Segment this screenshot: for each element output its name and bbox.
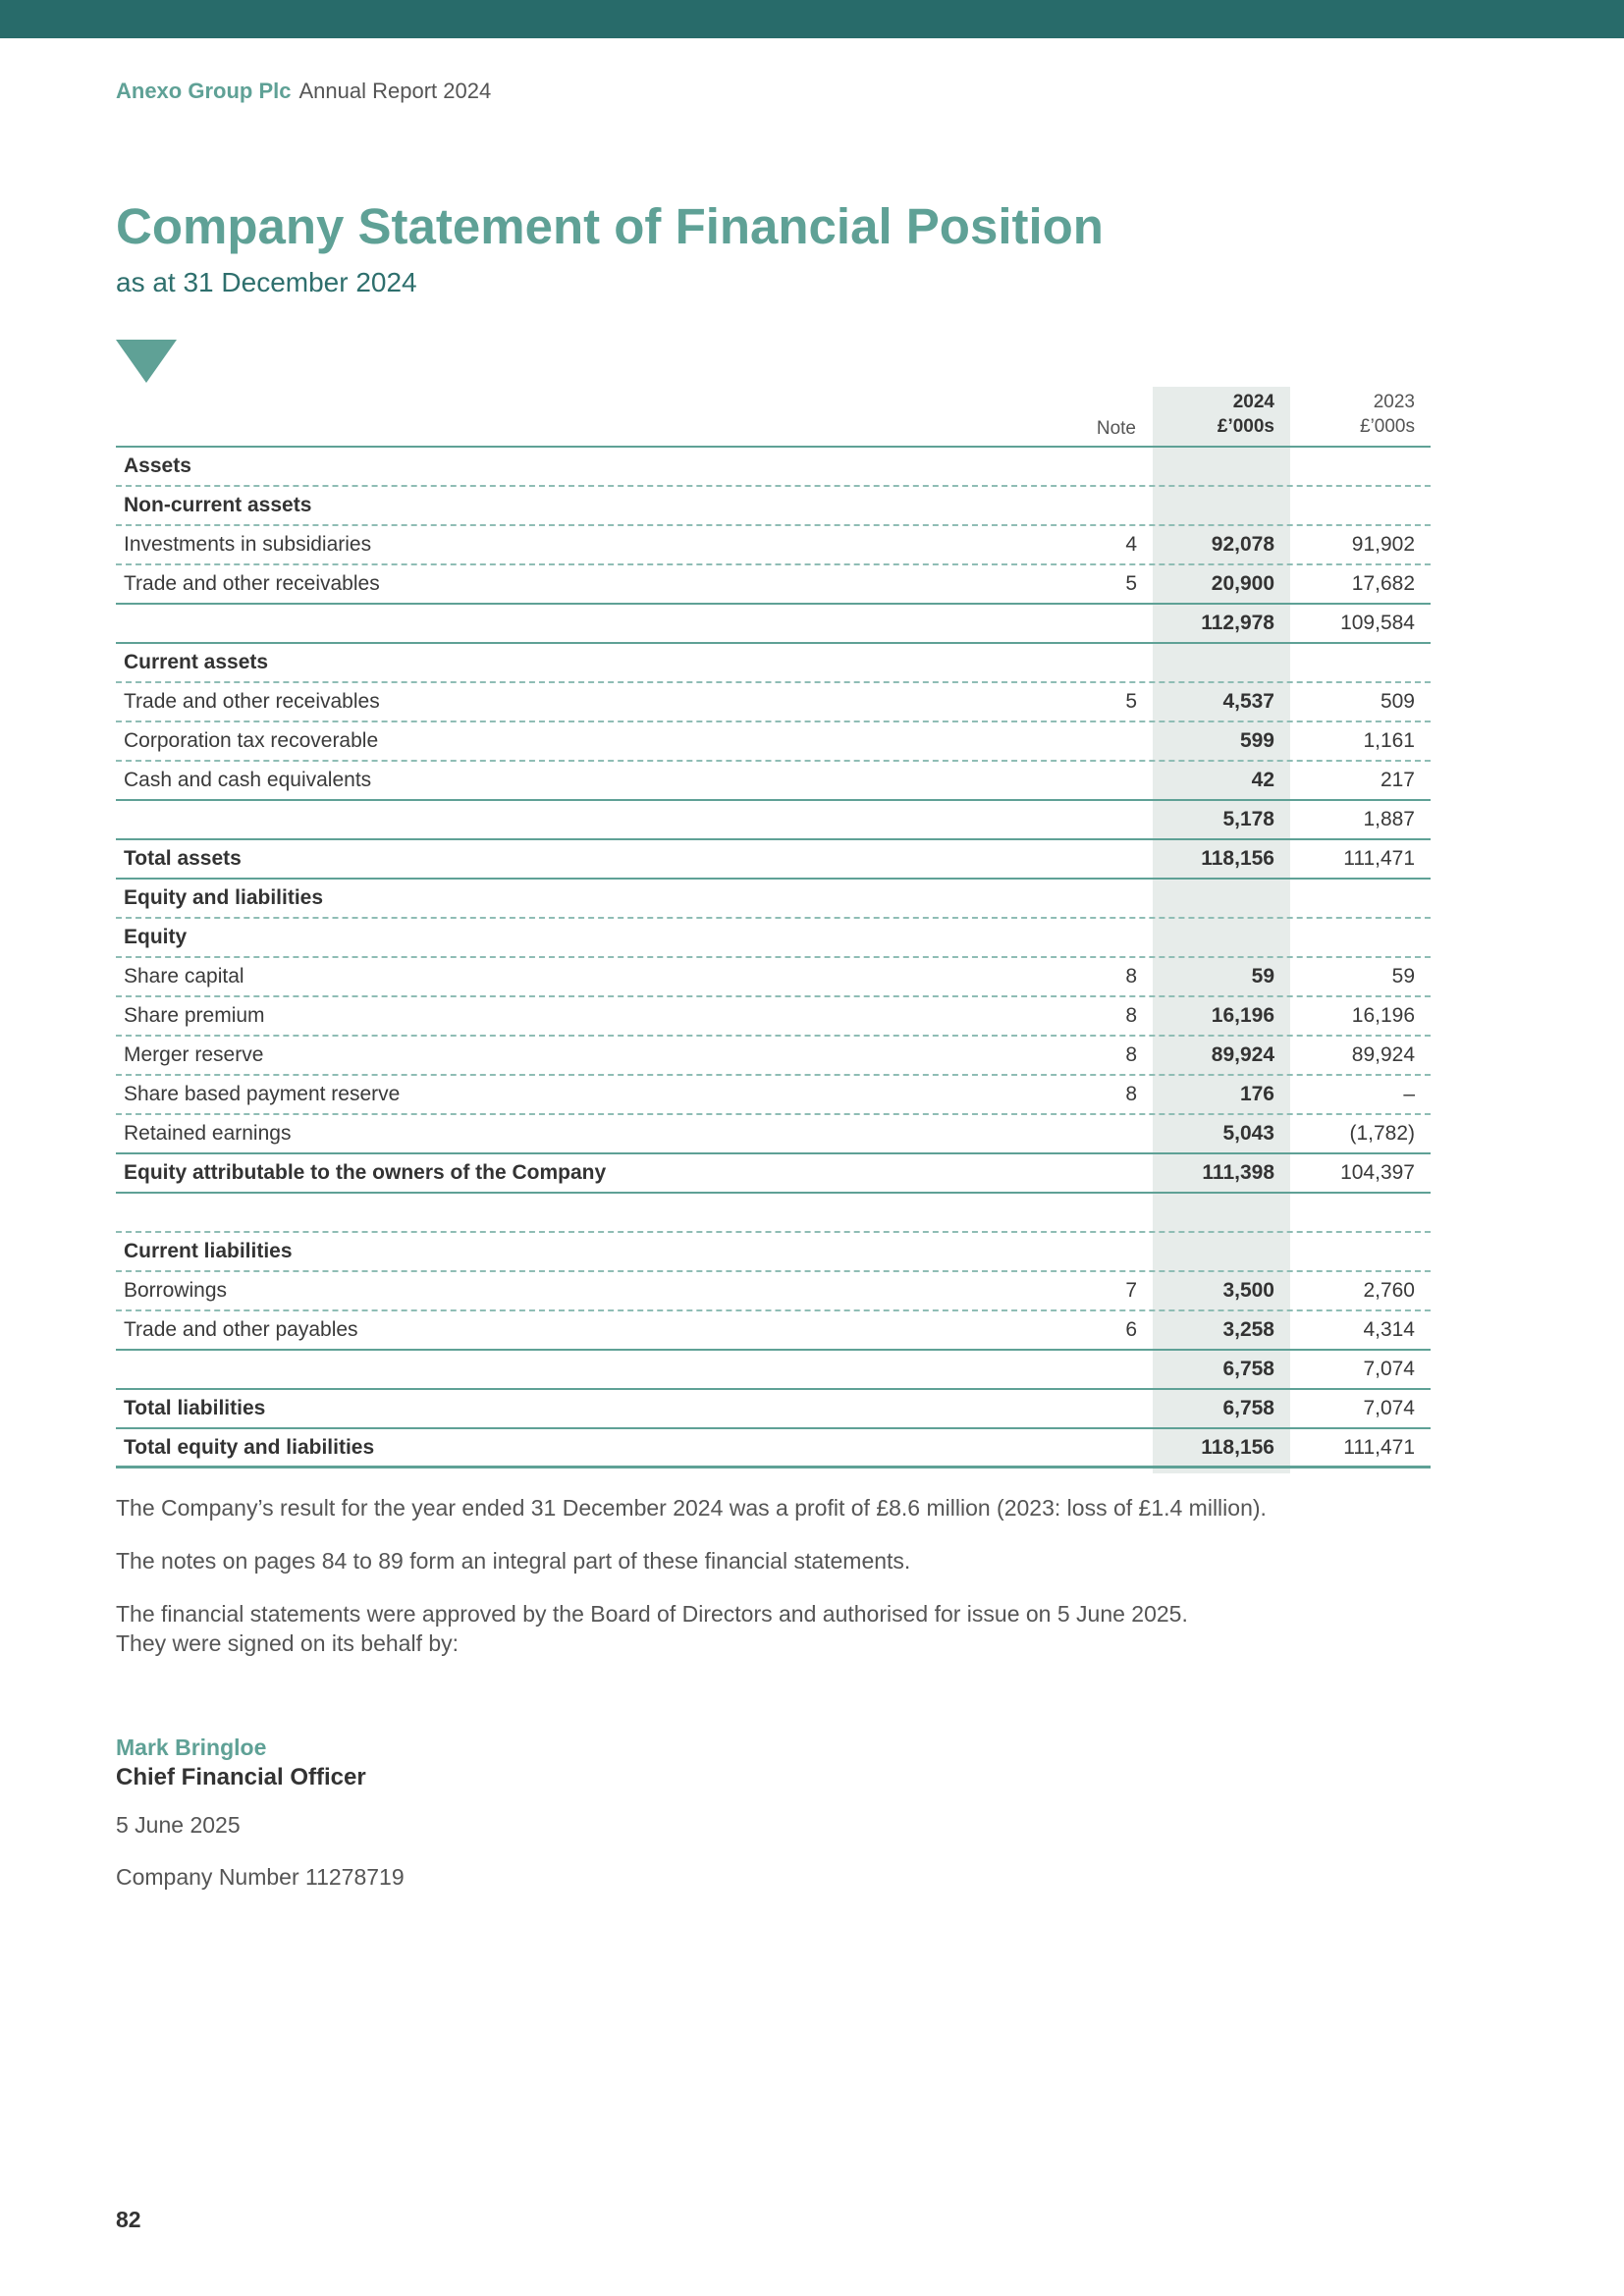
approval-line-1: The financial statements were approved by the Board of Directors and authorised for issue on 5 June 2025. bbox=[116, 1601, 1188, 1627]
page-number: 82 bbox=[116, 2207, 141, 2232]
row-value-2023: 1,887 bbox=[1363, 808, 1415, 830]
table-row bbox=[116, 644, 1431, 683]
row-note: 8 bbox=[1125, 1004, 1137, 1027]
header-report: Annual Report 2024 bbox=[298, 79, 492, 103]
row-label: Cash and cash equivalents bbox=[124, 769, 372, 791]
row-value-2024: 5,043 bbox=[1222, 1122, 1274, 1145]
row-value-2023: 109,584 bbox=[1340, 612, 1415, 634]
row-value-2023: 7,074 bbox=[1363, 1397, 1415, 1419]
table-row bbox=[116, 448, 1431, 487]
row-value-2023: 91,902 bbox=[1351, 533, 1415, 556]
row-note: 8 bbox=[1125, 965, 1137, 988]
row-value-2024: 4,537 bbox=[1222, 690, 1274, 713]
table-row bbox=[116, 722, 1431, 762]
column-header-2024-year: 2024 bbox=[1232, 391, 1274, 412]
row-value-2024: 59 bbox=[1251, 965, 1274, 988]
triangle-icon bbox=[116, 340, 177, 383]
row-value-2023: – bbox=[1403, 1083, 1415, 1105]
row-note: 7 bbox=[1125, 1279, 1137, 1302]
row-label: Share capital bbox=[124, 965, 244, 988]
row-value-2024: 599 bbox=[1239, 729, 1274, 752]
row-value-2023: 59 bbox=[1391, 965, 1415, 988]
table-row bbox=[116, 1037, 1431, 1076]
table-body bbox=[116, 448, 1431, 1468]
row-value-2024: 92,078 bbox=[1211, 533, 1274, 556]
table-row bbox=[116, 880, 1431, 919]
row-value-2024: 176 bbox=[1239, 1083, 1274, 1105]
table-row bbox=[116, 1272, 1431, 1311]
table-row bbox=[116, 605, 1431, 644]
row-label: Current liabilities bbox=[124, 1240, 293, 1262]
table-row bbox=[116, 487, 1431, 526]
row-value-2024: 118,156 bbox=[1201, 847, 1274, 870]
row-value-2024: 6,758 bbox=[1222, 1397, 1274, 1419]
row-label: Non-current assets bbox=[124, 494, 312, 516]
table-row bbox=[116, 526, 1431, 565]
approval-line-2: They were signed on its behalf by: bbox=[116, 1629, 460, 1656]
signature-date: 5 June 2025 bbox=[116, 1812, 241, 1838]
table-row bbox=[116, 1194, 1431, 1233]
column-header-note: Note bbox=[1096, 418, 1136, 439]
row-label: Total liabilities bbox=[124, 1397, 266, 1419]
row-value-2024: 3,258 bbox=[1222, 1318, 1274, 1341]
table-row bbox=[116, 1154, 1431, 1194]
row-label: Borrowings bbox=[124, 1279, 228, 1302]
row-value-2023: 111,471 bbox=[1343, 847, 1415, 870]
column-header-2023 bbox=[1290, 390, 1415, 440]
row-label: Equity attributable to the owners of the Company bbox=[124, 1161, 607, 1184]
row-label: Merger reserve bbox=[124, 1043, 264, 1066]
row-value-2023: 104,397 bbox=[1340, 1161, 1415, 1184]
table-row bbox=[116, 1429, 1431, 1468]
table-row bbox=[116, 840, 1431, 880]
table-row bbox=[116, 1233, 1431, 1272]
table-row bbox=[116, 1115, 1431, 1154]
row-value-2023: 16,196 bbox=[1351, 1004, 1415, 1027]
row-value-2023: 89,924 bbox=[1351, 1043, 1415, 1066]
row-label: Total equity and liabilities bbox=[124, 1435, 375, 1459]
row-value-2024: 118,156 bbox=[1201, 1435, 1274, 1459]
table-row bbox=[116, 1390, 1431, 1429]
row-value-2024: 112,978 bbox=[1201, 612, 1274, 634]
table-row bbox=[116, 683, 1431, 722]
table-row bbox=[116, 1311, 1431, 1351]
row-value-2024: 42 bbox=[1251, 769, 1274, 791]
row-value-2024: 6,758 bbox=[1222, 1358, 1274, 1380]
table-row bbox=[116, 997, 1431, 1037]
row-label: Retained earnings bbox=[124, 1122, 292, 1145]
row-label: Investments in subsidiaries bbox=[124, 533, 372, 556]
row-value-2023: 17,682 bbox=[1351, 572, 1415, 595]
row-value-2024: 5,178 bbox=[1222, 808, 1274, 830]
running-header bbox=[116, 79, 491, 104]
row-note: 8 bbox=[1125, 1083, 1137, 1105]
row-value-2023: 1,161 bbox=[1363, 729, 1415, 752]
page-title: Company Statement of Financial Position bbox=[116, 198, 1104, 254]
table-row bbox=[116, 1351, 1431, 1390]
row-label: Share premium bbox=[124, 1004, 265, 1027]
header-company: Anexo Group Plc bbox=[116, 79, 292, 103]
table-row bbox=[116, 1076, 1431, 1115]
row-value-2024: 111,398 bbox=[1202, 1161, 1274, 1184]
row-label: Corporation tax recoverable bbox=[124, 729, 379, 752]
row-value-2024: 16,196 bbox=[1211, 1004, 1274, 1027]
table-row bbox=[116, 919, 1431, 958]
row-note: 6 bbox=[1125, 1318, 1137, 1341]
row-note: 4 bbox=[1125, 533, 1137, 556]
row-label: Trade and other payables bbox=[124, 1318, 358, 1341]
row-label: Trade and other receivables bbox=[124, 572, 380, 595]
row-label: Total assets bbox=[124, 847, 242, 870]
row-value-2023: 217 bbox=[1380, 769, 1415, 791]
table-row bbox=[116, 801, 1431, 840]
row-value-2023: 4,314 bbox=[1363, 1318, 1415, 1341]
row-value-2024: 20,900 bbox=[1211, 572, 1274, 595]
approval-statement bbox=[116, 1600, 1471, 1659]
financial-position-table bbox=[116, 387, 1431, 1468]
company-number: Company Number 11278719 bbox=[116, 1864, 405, 1890]
signatory-name: Mark Bringloe bbox=[116, 1735, 267, 1760]
row-label: Assets bbox=[124, 454, 191, 477]
column-header-2024 bbox=[1153, 390, 1274, 440]
table-row bbox=[116, 958, 1431, 997]
row-label: Trade and other receivables bbox=[124, 690, 380, 713]
row-value-2024: 3,500 bbox=[1222, 1279, 1274, 1302]
row-value-2024: 89,924 bbox=[1211, 1043, 1274, 1066]
row-value-2023: (1,782) bbox=[1349, 1122, 1415, 1145]
page-subtitle: as at 31 December 2024 bbox=[116, 267, 417, 297]
row-note: 8 bbox=[1125, 1043, 1137, 1066]
row-label: Share based payment reserve bbox=[124, 1083, 401, 1105]
row-value-2023: 7,074 bbox=[1363, 1358, 1415, 1380]
column-header-2023-year: 2023 bbox=[1373, 391, 1415, 412]
row-note: 5 bbox=[1125, 690, 1137, 713]
signatory-title: Chief Financial Officer bbox=[116, 1764, 366, 1790]
column-header-2024-unit: £’000s bbox=[1217, 416, 1274, 438]
table-row bbox=[116, 762, 1431, 801]
row-label: Equity and liabilities bbox=[124, 886, 324, 909]
row-note: 5 bbox=[1125, 572, 1137, 595]
top-color-bar bbox=[0, 0, 1624, 38]
notes-reference: The notes on pages 84 to 89 form an integral part of these financial statements. bbox=[116, 1548, 911, 1574]
row-value-2023: 2,760 bbox=[1363, 1279, 1415, 1302]
column-header-2023-unit: £’000s bbox=[1360, 416, 1415, 438]
row-label: Equity bbox=[124, 926, 188, 948]
row-label: Current assets bbox=[124, 651, 269, 673]
result-note: The Company’s result for the year ended 31 December 2024 was a profit of £8.6 million (2023: loss of £1.4 million). bbox=[116, 1495, 1267, 1521]
row-value-2023: 111,471 bbox=[1343, 1435, 1415, 1459]
table-row bbox=[116, 565, 1431, 605]
table-header bbox=[116, 387, 1431, 448]
row-value-2023: 509 bbox=[1380, 690, 1415, 713]
